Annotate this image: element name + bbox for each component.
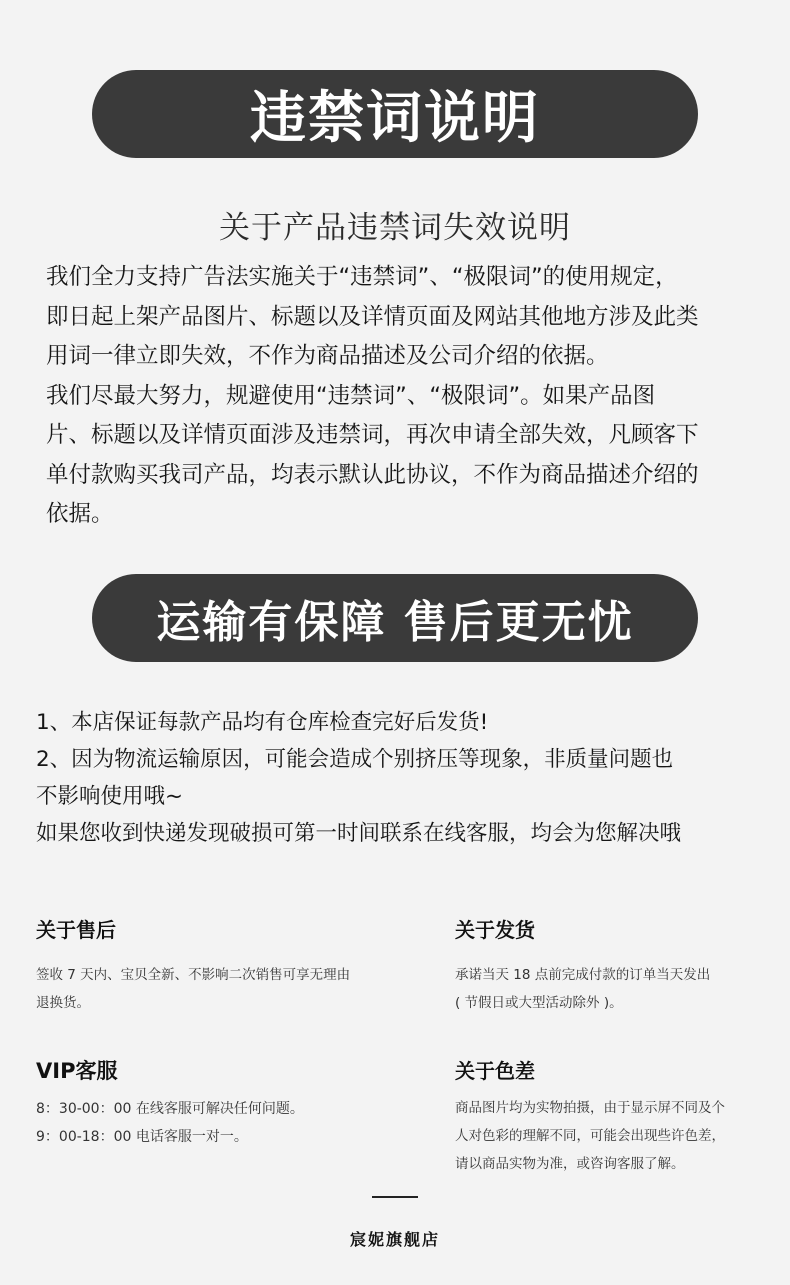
notice-banner-title: 违禁词说明: [250, 86, 540, 151]
notice-line: 我们全力支持广告法实施关于“违禁词”、“极限词”的使用规定，: [46, 264, 678, 290]
notice-banner: [92, 70, 698, 158]
color-difference-title: 关于色差: [455, 1059, 535, 1083]
color-difference-text: 商品图片均为实物拍摄，由于显示屏不同及个: [455, 1100, 725, 1116]
shipping-info-text: 承诺当天 18 点前完成付款的订单当天发出: [455, 967, 711, 983]
shipping-line: 如果您收到快递发现破损可第一时间联系在线客服，均会为您解决哦: [36, 821, 682, 846]
notice-line: 即日起上架产品图片、标题以及详情页面及网站其他地方涉及此类: [46, 303, 699, 330]
vip-service-section: [36, 1055, 396, 1151]
shipping-line: 1、本店保证每款产品均有仓库检查完好后发货!: [36, 710, 489, 735]
after-sales-text: 退换货。: [36, 995, 90, 1011]
shipping-info-section: [455, 914, 790, 1017]
notice-line: 单付款购买我司产品，均表示默认此协议，不作为商品描述介绍的: [46, 461, 699, 488]
notice-body: [46, 258, 766, 535]
after-sales-text: 签收 7 天内、宝贝全新、不影响二次销售可享无理由: [36, 967, 351, 983]
notice-line: 片、标题以及详情页面涉及违禁词，再次申请全部失效，凡顾客下: [46, 422, 699, 448]
notice-line: 用词一律立即失效，不作为商品描述及公司介绍的依据。: [46, 343, 609, 369]
shipping-body: [36, 704, 756, 852]
shipping-banner-title: 运输有保障 售后更无忧: [156, 597, 634, 648]
after-sales-section: [36, 914, 396, 1017]
shipping-banner: [92, 574, 698, 662]
footer-divider: [372, 1196, 418, 1198]
store-name: 宸妮旗舰店: [349, 1230, 440, 1249]
color-difference-section: [455, 1055, 790, 1178]
shipping-line: 不影响使用哦~: [36, 784, 184, 809]
shipping-line: 2、因为物流运输原因，可能会造成个别挤压等现象，非质量问题也: [36, 747, 674, 772]
after-sales-title: 关于售后: [36, 918, 116, 942]
vip-service-text: 8：30-00：00 在线客服可解决任何问题。: [36, 1101, 304, 1117]
color-difference-text: 请以商品实物为准，或咨询客服了解。: [455, 1156, 685, 1172]
vip-service-text: 9：00-18：00 电话客服一对一。: [36, 1129, 248, 1145]
shipping-info-title: 关于发货: [455, 918, 535, 942]
notice-line: 依据。: [46, 501, 114, 527]
shipping-info-text: ( 节假日或大型活动除外 )。: [455, 995, 623, 1011]
color-difference-text: 人对色彩的理解不同，可能会出现些许色差，: [455, 1128, 725, 1144]
vip-service-title: VIP客服: [36, 1059, 118, 1083]
notice-subtitle: 关于产品违禁词失效说明: [219, 210, 571, 246]
notice-line: 我们尽最大努力，规避使用“违禁词”、“极限词”。如果产品图: [46, 382, 656, 409]
